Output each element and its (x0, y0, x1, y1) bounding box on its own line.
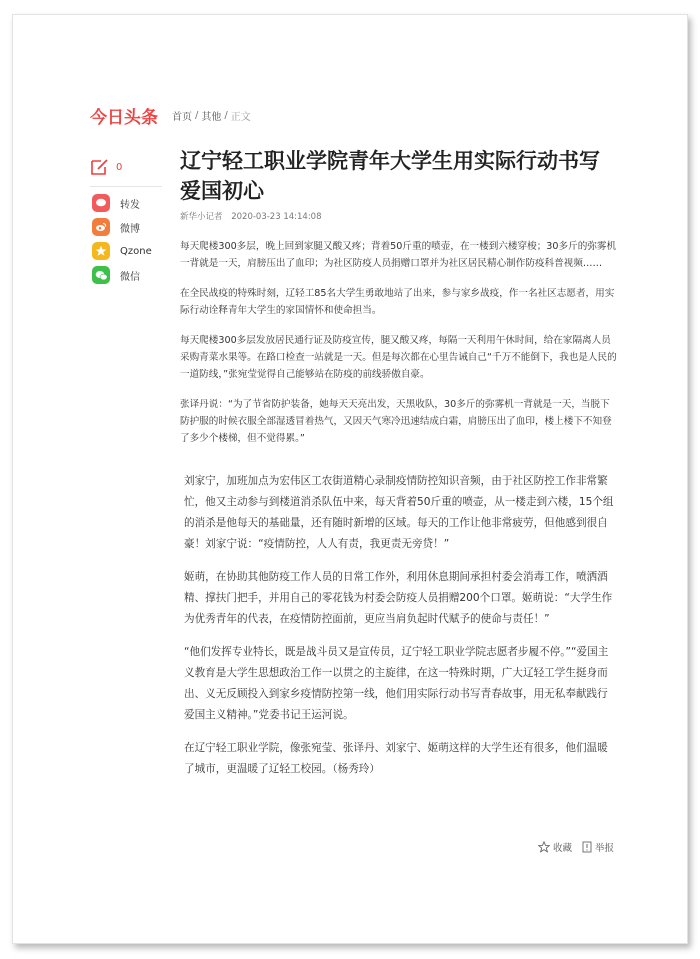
paragraph: 每天爬楼300多层，晚上回到家腿又酸又疼；背着50斤重的喷壶，在一楼到六楼穿梭；30多斤的弥雾机一背就是一天，肩膀压出了血印；为社区防疫人员捐赠口罩并为社区居民精心制作防疫科普视频…… (180, 241, 617, 269)
collect-button[interactable] (538, 840, 572, 854)
qzone-icon (92, 242, 110, 260)
breadcrumb (172, 108, 251, 123)
breadcrumb-category[interactable]: 其他 (201, 111, 222, 123)
breadcrumb-home[interactable]: 首页 (172, 111, 192, 123)
share-weibo[interactable] (90, 217, 162, 237)
share-qzone[interactable] (90, 241, 162, 261)
article-datetime: 2020-03-23 14:14:08 (231, 212, 322, 222)
collect-label: 收藏 (553, 843, 573, 854)
weibo-icon (92, 218, 110, 236)
comment-count: 0 (116, 161, 123, 173)
sidebar-divider (90, 186, 162, 187)
comment-button[interactable] (90, 155, 162, 179)
paragraph: 在全民战疫的特殊时刻，辽轻工85名大学生勇敢地站了出来，参与家乡战疫，作一名社区志愿者，用实际行动诠释青年大学生的家国情怀和使命担当。 (180, 288, 615, 316)
article-author[interactable]: 新华小记者 (180, 212, 223, 222)
report-icon (582, 841, 592, 853)
share-wechat-label: 微信 (120, 271, 140, 283)
comment-edit-icon (90, 158, 110, 176)
paragraph: 刘家宁，加班加点为宏伟区工农街道精心录制疫情防控知识音频，由于社区防控工作非常繁忙，他又主动参与到楼道消杀队伍中来，每天背着50斤重的喷壶，从一楼走到六楼，15个组的消杀是他每天的基础量，还有随时新增的区域。每天的工作让他非常疲劳，但他感到很自豪！刘家宁说：“疫情防控，人人有责，我更责无旁贷！” (184, 475, 614, 550)
share-repost-label: 转发 (120, 199, 140, 211)
article-actions (528, 840, 614, 854)
paragraph: 张译丹说：“为了节省防护装备，她每天天亮出发，天黑收队，30多斤的弥雾机一背就是一天，当脱下防护服的时候衣服全部湿透冒着热气，又因天气寒冷迅速结成白霜，肩膀压出了血印，楼上楼下不知登了多少个楼梯，但不觉得累。” (180, 399, 612, 444)
repost-icon (92, 194, 110, 212)
breadcrumb-current: 正文 (230, 111, 251, 123)
star-icon (538, 841, 550, 853)
site-logo[interactable]: 今日头条 (90, 107, 158, 128)
share-repost[interactable] (90, 193, 162, 213)
breadcrumb-separator: / (195, 109, 199, 121)
report-button[interactable] (582, 840, 614, 854)
paragraph: 每天爬楼300多层发放居民通行证及防疫宣传，腿又酸又疼，每隔一天利用午休时间，给在家隔离人员采购青菜水果等。在路口检查一站就是一天。但是每次都在心里告诫自己“千万不能倒下，我也是人民的一道防线，”张宛莹觉得自己能够站在防疫的前线骄傲自豪。 (180, 335, 617, 380)
paragraph: 在辽宁轻工职业学院，像张宛莹、张译丹、刘家宁、姬萌这样的大学生还有很多，他们温暖了城市，更温暖了辽轻工校园。（杨秀玲） (184, 742, 608, 775)
paragraph: 姬萌，在协助其他防疫工作人员的日常工作外，利用休息期间承担村委会消毒工作，喷洒酒精、撑扶门把手，并用自己的零花钱为村委会防疫人员捐赠200个口罩。姬萌说：“大学生作为优秀青年的代表，在疫情防控面前，更应当肩负起时代赋予的使命与责任！” (184, 571, 613, 625)
report-label: 举报 (595, 843, 615, 854)
share-weibo-label: 微博 (120, 223, 140, 235)
paragraph: “他们发挥专业特长，既是战斗员又是宣传员，辽宁轻工职业学院志愿者步履不停。”“爱国主义教育是大学生思想政治工作一以贯之的主旋律，在这一特殊时期，广大辽轻工学生挺身而出、义无反顾投入到家乡疫情防控第一线，他们用实际行动书写青春故事，用无私奉献践行爱国主义精神。”党委书记王运河说。 (184, 646, 609, 721)
wechat-icon (92, 266, 110, 284)
share-wechat[interactable] (90, 265, 162, 285)
share-qzone-label: Qzone (120, 245, 152, 257)
article-title: 辽宁轻工职业学院青年大学生用实际行动书写爱国初心 (180, 149, 600, 203)
article-meta (180, 210, 618, 222)
article (180, 146, 618, 780)
breadcrumb-separator: / (224, 109, 228, 121)
share-sidebar (90, 155, 162, 289)
top-header (90, 104, 251, 126)
